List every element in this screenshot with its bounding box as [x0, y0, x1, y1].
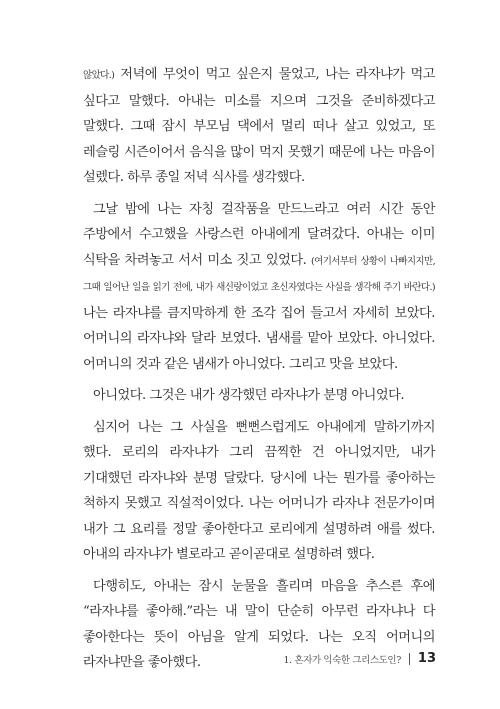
paragraph-2-text-before: 그날 밤에 나는 자칭 걸작품을 만드느라고 여러 시간 동안 주방에서 수고했을 사랑스런 아내에게 달려갔다. 아내는 이미 식탁을 차려놓고 서서 미소 짓고 있었다. — [83, 201, 435, 268]
footer-divider — [409, 653, 410, 665]
paragraph-1 — [83, 62, 435, 191]
paragraph-3-text: 아니었다. 그것은 내가 생각했던 라자냐가 분명 아니었다. — [93, 388, 405, 403]
paragraph-2-aside-note: (여기서부터 상황이 나빠지지만, 그때 일어난 일을 읽기 전에, 내가 새신랑이었고 초신자였다는 사실을 생각해 주기 바란다.) — [83, 255, 435, 293]
paragraph-1-text: 저녁에 무엇이 먹고 싶은지 물었고, 나는 라자냐가 먹고 싶다고 말했다. 아내는 미소를 지으며 그것을 준비하겠다고 말했다. 그때 잠시 부모님 댁에서 멀리 떠나 살고 있었고, 또 레슬링 시즌이어서 음식을 많이 먹지 못했기 때문에 나는 마음이 설렜다. 하루 종일 저녁 식사를 생각했다. — [83, 67, 435, 185]
paragraph-3 — [83, 383, 435, 409]
paragraph-1-lead: 않았다.) — [83, 70, 115, 81]
page-footer — [284, 651, 436, 666]
paragraph-4 — [83, 415, 435, 568]
page-body — [83, 62, 435, 682]
paragraph-5-text: 다행히도, 아내는 잠시 눈물을 흘리며 마음을 추스른 후에 “라자냐를 좋아해.”라는 내 말이 단순히 아무런 라자냐나 다 좋아한다는 뜻이 아님을 알게 되었다. 나는 오직 어머니의 라자냐만을 좋아했다. — [83, 578, 435, 670]
paragraph-2-text-after: 나는 라자냐를 큼지막하게 한 조각 집어 들고서 자세히 보았다. 어머니의 라자냐와 달라 보였다. 냄새를 맡아 보았다. 아니었다. 어머니의 것과 같은 냄새가 아니었다. 그리고 맛을 보았다. — [83, 305, 435, 372]
paragraph-2 — [83, 197, 435, 378]
page-number: 13 — [417, 651, 436, 666]
paragraph-4-text: 심지어 나는 그 사실을 뻔뻔스럽게도 아내에게 말하기까지 했다. 로리의 라자냐가 그리 끔찍한 건 아니었지만, 내가 기대했던 라자냐와 분명 달랐다. 당시에 나는 뭔가를 좋아하는 척하지 못했고 직설적이었다. 나는 어머니가 라자냐 전문가이며 내가 그 요리를 정말 좋아한다고 로리에게 설명하려 애를 썼다. 아내의 라자냐가 별로라고 곧이곧대로 설명하려 했다. — [83, 419, 435, 562]
footer-section-title: 1. 혼자가 익숙한 그리스도인? — [283, 654, 401, 666]
